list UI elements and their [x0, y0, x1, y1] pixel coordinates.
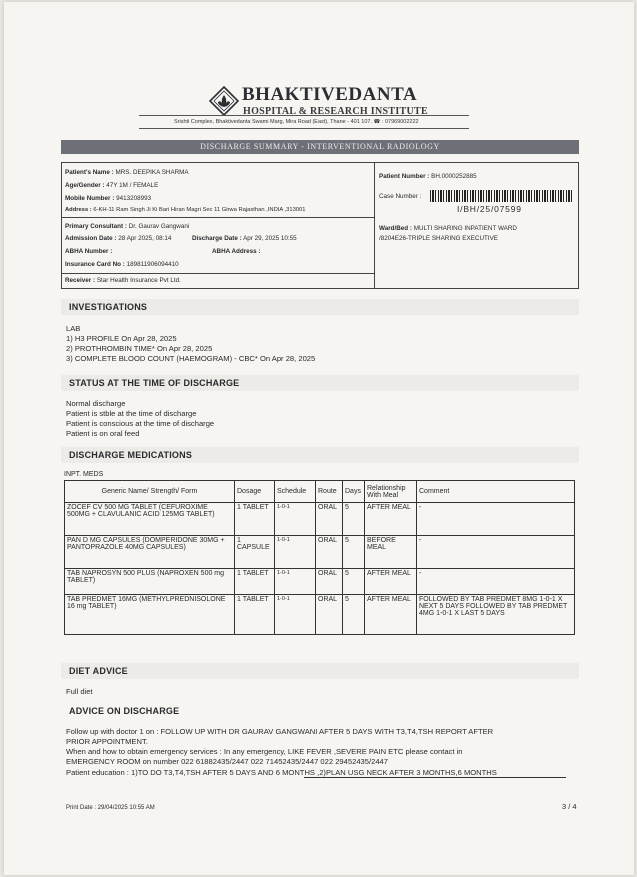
med-comment: -	[417, 536, 575, 569]
med-days: 5	[343, 595, 365, 635]
hospital-subtitle: HOSPITAL & RESEARCH INSTITUTE	[243, 106, 428, 117]
header-cell: Schedule	[275, 481, 316, 503]
document-page	[4, 2, 634, 875]
primary-consultant: Primary Consultant : Dr. Gaurav Gangwani	[65, 223, 190, 230]
insurance-card: Insurance Card No : 189811906094410	[65, 261, 179, 268]
investigations-title: INVESTIGATIONS	[69, 302, 148, 312]
med-schedule: 1-0-1	[275, 503, 316, 536]
med-meal: AFTER MEAL	[365, 503, 417, 536]
medications-title: DISCHARGE MEDICATIONS	[69, 450, 193, 460]
med-meal: AFTER MEAL	[365, 595, 417, 635]
med-route: ORAL	[316, 595, 343, 635]
med-meal: BEFORE MEAL	[365, 536, 417, 569]
med-comment: -	[417, 503, 575, 536]
diet-title: DIET ADVICE	[69, 666, 128, 676]
med-comment: -	[417, 569, 575, 595]
print-date: Print Date : 29/04/2025 10:55 AM	[66, 805, 155, 811]
header-cell: Days	[343, 481, 365, 503]
med-schedule: 1-0-1	[275, 569, 316, 595]
status-line: Patient is stble at the time of discharge	[66, 409, 197, 418]
patient-age-gender: Age/Gender : 47Y 1M / FEMALE	[65, 182, 159, 189]
diet-text: Full diet	[66, 687, 93, 696]
advice-line: EMERGENCY ROOM on number 022 61882435/2447 022 71452435/2447 022 29452435/2447	[66, 757, 388, 766]
table-row	[65, 569, 575, 595]
med-route: ORAL	[316, 569, 343, 595]
med-route: ORAL	[316, 503, 343, 536]
med-name: TAB PREDMET 16MG (METHYLPREDNISOLONE 16 mg TABLET)	[65, 595, 235, 635]
admission-date: Admission Date : 28 Apr 2025, 08:14	[65, 235, 172, 242]
patient-info-box	[61, 162, 579, 289]
case-number-label: Case Number :	[379, 193, 422, 200]
med-meal: AFTER MEAL	[365, 569, 417, 595]
med-name: PAN D MG CAPSULES (DOMPERIDONE 30MG + PANTOPRAZOLE 40MG CAPSULES)	[65, 536, 235, 569]
header-cell: Route	[316, 481, 343, 503]
status-line: Patient is conscious at the time of discharge	[66, 419, 215, 428]
box-divider	[62, 273, 374, 274]
investigation-item: 2) PROTHROMBIN TIME* On Apr 28, 2025	[66, 344, 213, 353]
abha-number: ABHA Number :	[65, 248, 113, 255]
ward-bed-detail: /8204E26-TRIPLE SHARING EXECUTIVE	[379, 235, 498, 242]
patient-number: Patient Number : BH.0000252885	[379, 173, 477, 180]
header-rule	[139, 128, 469, 129]
med-days: 5	[343, 536, 365, 569]
header-cell: Relationship With Meal	[365, 481, 417, 503]
medications-table	[64, 480, 575, 635]
table-row	[65, 595, 575, 635]
status-title: STATUS AT THE TIME OF DISCHARGE	[69, 378, 240, 388]
investigation-item: 3) COMPLETE BLOOD COUNT (HAEMOGRAM) - CBC* On Apr 28, 2025	[66, 354, 316, 363]
status-line: Normal discharge	[66, 399, 126, 408]
advice-line: Follow up with doctor 1 on : FOLLOW UP WITH DR GAURAV GANGWANI AFTER 5 DAYS WITH T3,T4,TSH REPORT AFTER	[66, 727, 494, 736]
med-comment: FOLLOWED BY TAB PREDMET 8MG 1-0-1 X NEXT 5 DAYS FOLLOWED BY TAB PREDMET 4MG 1-0-1 X LAST 5 DAYS	[417, 595, 575, 635]
inpt-meds-label: INPT. MEDS	[64, 471, 104, 478]
patient-name: Patient's Name : MRS. DEEPIKA SHARMA	[65, 169, 189, 176]
med-dosage: 1 TABLET	[235, 503, 275, 536]
abha-address: ABHA Address :	[212, 248, 261, 255]
lotus-logo-icon	[209, 86, 239, 116]
med-route: ORAL	[316, 536, 343, 569]
case-number: I/BH/25/07599	[457, 204, 522, 214]
discharge-date: Discharge Date : Apr 29, 2025 10:55	[192, 235, 297, 242]
med-name: TAB NAPROSYN 500 PLUS (NAPROXEN 500 mg TABLET)	[65, 569, 235, 595]
table-row	[65, 503, 575, 536]
advice-line: PRIOR APPOINTMENT.	[66, 737, 148, 746]
med-days: 5	[343, 569, 365, 595]
med-dosage: 1 CAPSULE	[235, 536, 275, 569]
med-schedule: 1-0-1	[275, 536, 316, 569]
header-rule	[139, 115, 469, 116]
header-cell: Comment	[417, 481, 575, 503]
med-days: 5	[343, 503, 365, 536]
case-barcode	[430, 190, 573, 202]
med-schedule: 1-0-1	[275, 595, 316, 635]
lab-label: LAB	[66, 324, 81, 333]
document-title-banner: DISCHARGE SUMMARY - INTERVENTIONAL RADIOLOGY	[61, 140, 579, 154]
hospital-name: BHAKTIVEDANTA	[242, 84, 418, 105]
med-dosage: 1 TABLET	[235, 569, 275, 595]
advice-line: When and how to obtain emergency services : In any emergency, LIKE FEVER ,SEVERE PAIN ETC please contact in	[66, 747, 463, 756]
box-divider	[374, 163, 375, 288]
section-band	[61, 663, 579, 679]
investigation-item: 1) H3 PROFILE On Apr 28, 2025	[66, 334, 177, 343]
ward-bed: Ward/Bed : MULTI SHARING INPATIENT WARD	[379, 225, 517, 232]
status-line: Patient is on oral feed	[66, 429, 140, 438]
med-dosage: 1 TABLET	[235, 595, 275, 635]
table-row	[65, 536, 575, 569]
med-name: ZOCEF CV 500 MG TABLET (CEFUROXIME 500MG + CLAVULANIC ACID 125MG TABLET)	[65, 503, 235, 536]
handwritten-underline	[304, 777, 566, 778]
table-header-row	[65, 481, 575, 503]
box-divider	[62, 217, 374, 218]
advice-line: Patient education : 1)TO DO T3,T4,TSH AFTER 5 DAYS AND 6 MONTHS ,2)PLAN USG NECK AFTER 3 MONTHS,6 MONTHS	[66, 768, 497, 777]
hospital-address: Srishti Complex, Bhaktivedanta Swami Marg, Mira Road (East), Thane - 401 107. ☎ : 07969002222	[174, 119, 419, 125]
header-cell: Dosage	[235, 481, 275, 503]
page-number: 3 / 4	[562, 802, 577, 811]
advice-title: ADVICE ON DISCHARGE	[69, 706, 180, 716]
receiver: Receiver : Star Health Insurance Pvt Ltd.	[65, 277, 181, 284]
patient-address: Address : 6-KH-11 Ram Singh Ji Ki Bari Hiran Magri Sec 11 Girwa Rajasthan ,INDIA ,313001	[65, 207, 306, 213]
patient-mobile: Mobile Number : 9413208993	[65, 195, 152, 202]
header-cell: Generic Name/ Strength/ Form	[65, 481, 235, 503]
